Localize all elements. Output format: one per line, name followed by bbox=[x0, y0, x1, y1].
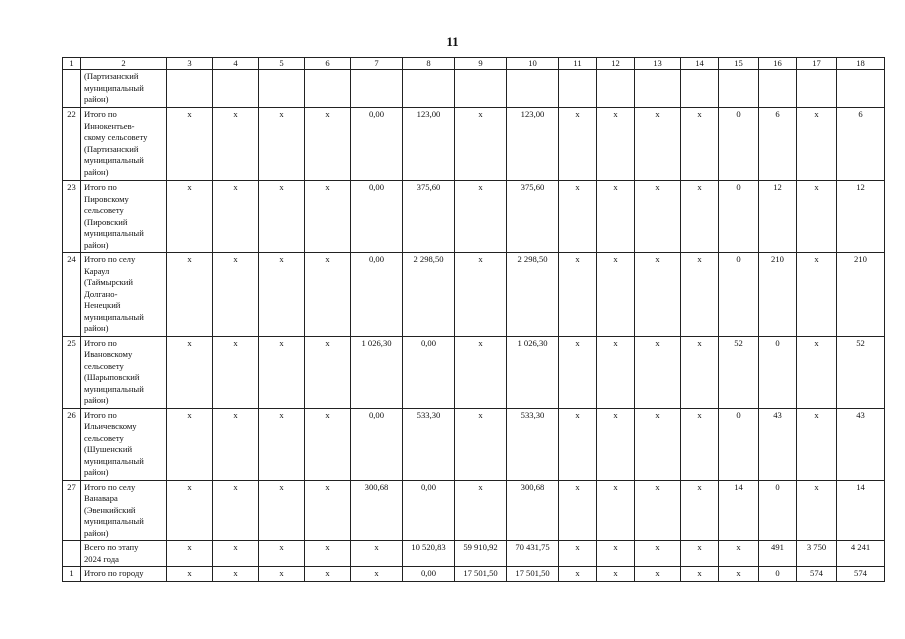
cell-col-15: 0 bbox=[719, 108, 759, 181]
row-number bbox=[63, 541, 81, 567]
cell-col-4: х bbox=[213, 567, 259, 582]
cell-col-4: х bbox=[213, 253, 259, 337]
row-number: 22 bbox=[63, 108, 81, 181]
cell-col-8: 10 520,83 bbox=[403, 541, 455, 567]
column-number-11: 11 bbox=[559, 58, 597, 70]
report-table-body bbox=[63, 58, 885, 582]
column-number-14: 14 bbox=[681, 58, 719, 70]
row-name-cell bbox=[81, 181, 167, 253]
row-name-cell bbox=[81, 408, 167, 480]
cell-col-18: 43 bbox=[837, 408, 885, 480]
cell-col-13: х bbox=[635, 567, 681, 582]
cell-col-7: 0,00 bbox=[351, 253, 403, 337]
cell-col-11: х bbox=[559, 253, 597, 337]
column-number-4: 4 bbox=[213, 58, 259, 70]
cell-col-18: 14 bbox=[837, 480, 885, 541]
cell-col-18: 6 bbox=[837, 108, 885, 181]
cell-col-13: х bbox=[635, 108, 681, 181]
row-name-cell bbox=[81, 70, 167, 108]
table-row bbox=[63, 567, 885, 582]
row-number: 27 bbox=[63, 480, 81, 541]
cell-col-16: 210 bbox=[759, 253, 797, 337]
cell-col-10: 1 026,30 bbox=[507, 336, 559, 408]
cell-col-7: х bbox=[351, 541, 403, 567]
row-name: Итого по Иннокентьев- скому сельсовету (Партизанский муниципальный район) bbox=[84, 109, 148, 177]
cell-col-9: 17 501,50 bbox=[455, 567, 507, 582]
cell-col-10 bbox=[507, 70, 559, 108]
cell-col-5: х bbox=[259, 480, 305, 541]
cell-col-14: х bbox=[681, 567, 719, 582]
cell-col-10: 70 431,75 bbox=[507, 541, 559, 567]
cell-col-11: х bbox=[559, 108, 597, 181]
cell-col-3: х bbox=[167, 541, 213, 567]
row-name: (Партизанский муниципальный район) bbox=[84, 71, 144, 104]
cell-col-12: х bbox=[597, 567, 635, 582]
cell-col-14: х bbox=[681, 480, 719, 541]
row-name: Итого по Ильичевскому сельсовету (Шушенский муниципальный район) bbox=[84, 409, 144, 477]
column-number-9: 9 bbox=[455, 58, 507, 70]
cell-col-3: х bbox=[167, 480, 213, 541]
cell-col-13: х bbox=[635, 336, 681, 408]
column-number-16: 16 bbox=[759, 58, 797, 70]
cell-col-6: х bbox=[305, 108, 351, 181]
cell-col-8 bbox=[403, 70, 455, 108]
column-number-12: 12 bbox=[597, 58, 635, 70]
cell-col-14 bbox=[681, 70, 719, 108]
cell-col-9 bbox=[455, 70, 507, 108]
table-row bbox=[63, 336, 885, 408]
cell-col-3 bbox=[167, 70, 213, 108]
cell-col-7: х bbox=[351, 567, 403, 582]
cell-col-4: х bbox=[213, 336, 259, 408]
cell-col-9: х bbox=[455, 408, 507, 480]
cell-col-11: х bbox=[559, 408, 597, 480]
cell-col-15: х bbox=[719, 541, 759, 567]
column-number-1: 1 bbox=[63, 58, 81, 70]
cell-col-8: 533,30 bbox=[403, 408, 455, 480]
row-name: Итого по селу Караул (Таймырский Долгано- Ненецкий муниципальный район) bbox=[84, 254, 144, 333]
table-row bbox=[63, 108, 885, 181]
cell-col-16: 0 bbox=[759, 336, 797, 408]
cell-col-7: 0,00 bbox=[351, 181, 403, 253]
column-number-6: 6 bbox=[305, 58, 351, 70]
column-number-5: 5 bbox=[259, 58, 305, 70]
table-row bbox=[63, 541, 885, 567]
cell-col-4: х bbox=[213, 541, 259, 567]
column-number-row bbox=[63, 58, 885, 70]
cell-col-14: х bbox=[681, 336, 719, 408]
cell-col-18 bbox=[837, 70, 885, 108]
cell-col-7 bbox=[351, 70, 403, 108]
cell-col-12: х bbox=[597, 181, 635, 253]
row-name: Итого по Ивановскому сельсовету (Шарыповский муниципальный район) bbox=[84, 337, 144, 405]
row-number: 1 bbox=[63, 567, 81, 582]
cell-col-12: х bbox=[597, 480, 635, 541]
cell-col-17 bbox=[797, 70, 837, 108]
cell-col-14: х bbox=[681, 253, 719, 337]
row-number: 26 bbox=[63, 408, 81, 480]
cell-col-5: х bbox=[259, 181, 305, 253]
cell-col-3: х bbox=[167, 567, 213, 582]
column-number-3: 3 bbox=[167, 58, 213, 70]
cell-col-10: 300,68 bbox=[507, 480, 559, 541]
cell-col-18: 12 bbox=[837, 181, 885, 253]
column-number-7: 7 bbox=[351, 58, 403, 70]
cell-col-4: х bbox=[213, 480, 259, 541]
cell-col-7: 300,68 bbox=[351, 480, 403, 541]
row-number: 24 bbox=[63, 253, 81, 337]
row-name-cell bbox=[81, 108, 167, 181]
cell-col-17: х bbox=[797, 408, 837, 480]
column-number-2: 2 bbox=[81, 58, 167, 70]
cell-col-3: х bbox=[167, 253, 213, 337]
table-row bbox=[63, 480, 885, 541]
cell-col-4 bbox=[213, 70, 259, 108]
cell-col-15: 0 bbox=[719, 181, 759, 253]
cell-col-12: х bbox=[597, 253, 635, 337]
cell-col-18: 574 bbox=[837, 567, 885, 582]
cell-col-3: х bbox=[167, 408, 213, 480]
cell-col-5: х bbox=[259, 253, 305, 337]
row-name-cell bbox=[81, 567, 167, 582]
cell-col-13: х bbox=[635, 541, 681, 567]
cell-col-12: х bbox=[597, 336, 635, 408]
cell-col-13 bbox=[635, 70, 681, 108]
cell-col-6: х bbox=[305, 253, 351, 337]
row-name-cell bbox=[81, 336, 167, 408]
cell-col-10: 533,30 bbox=[507, 408, 559, 480]
row-number: 23 bbox=[63, 181, 81, 253]
cell-col-8: 375,60 bbox=[403, 181, 455, 253]
cell-col-9: х bbox=[455, 480, 507, 541]
cell-col-8: 2 298,50 bbox=[403, 253, 455, 337]
row-name: Всего по этапу 2024 года bbox=[84, 542, 139, 564]
cell-col-10: 17 501,50 bbox=[507, 567, 559, 582]
cell-col-9: х bbox=[455, 181, 507, 253]
cell-col-16: 12 bbox=[759, 181, 797, 253]
row-name: Итого по селу Ванавара (Эвенкийский муниципальный район) bbox=[84, 481, 144, 538]
cell-col-14: х bbox=[681, 181, 719, 253]
cell-col-6 bbox=[305, 70, 351, 108]
table-row bbox=[63, 181, 885, 253]
cell-col-6: х bbox=[305, 336, 351, 408]
cell-col-12: х bbox=[597, 408, 635, 480]
row-name: Итого по Пировскому сельсовету (Пировский муниципальный район) bbox=[84, 182, 144, 250]
cell-col-6: х bbox=[305, 541, 351, 567]
row-name-cell bbox=[81, 541, 167, 567]
cell-col-7: 1 026,30 bbox=[351, 336, 403, 408]
cell-col-11: х bbox=[559, 181, 597, 253]
column-number-15: 15 bbox=[719, 58, 759, 70]
cell-col-11 bbox=[559, 70, 597, 108]
cell-col-6: х bbox=[305, 480, 351, 541]
cell-col-15: 52 bbox=[719, 336, 759, 408]
table-row bbox=[63, 408, 885, 480]
cell-col-7: 0,00 bbox=[351, 408, 403, 480]
cell-col-15 bbox=[719, 70, 759, 108]
cell-col-15: 0 bbox=[719, 253, 759, 337]
cell-col-13: х bbox=[635, 408, 681, 480]
cell-col-11: х bbox=[559, 541, 597, 567]
column-number-8: 8 bbox=[403, 58, 455, 70]
cell-col-5: х bbox=[259, 108, 305, 181]
column-number-18: 18 bbox=[837, 58, 885, 70]
cell-col-6: х bbox=[305, 181, 351, 253]
cell-col-17: х bbox=[797, 253, 837, 337]
cell-col-14: х bbox=[681, 108, 719, 181]
cell-col-14: х bbox=[681, 408, 719, 480]
cell-col-18: 4 241 bbox=[837, 541, 885, 567]
cell-col-17: 574 bbox=[797, 567, 837, 582]
cell-col-5: х bbox=[259, 541, 305, 567]
cell-col-11: х bbox=[559, 336, 597, 408]
cell-col-11: х bbox=[559, 480, 597, 541]
cell-col-8: 0,00 bbox=[403, 567, 455, 582]
column-number-13: 13 bbox=[635, 58, 681, 70]
column-number-17: 17 bbox=[797, 58, 837, 70]
cell-col-12: х bbox=[597, 108, 635, 181]
cell-col-3: х bbox=[167, 336, 213, 408]
cell-col-9: х bbox=[455, 253, 507, 337]
table-row bbox=[63, 70, 885, 108]
cell-col-13: х bbox=[635, 253, 681, 337]
cell-col-17: х bbox=[797, 336, 837, 408]
row-number bbox=[63, 70, 81, 108]
cell-col-9: х bbox=[455, 336, 507, 408]
cell-col-8: 0,00 bbox=[403, 480, 455, 541]
cell-col-6: х bbox=[305, 567, 351, 582]
cell-col-11: х bbox=[559, 567, 597, 582]
cell-col-4: х bbox=[213, 108, 259, 181]
report-table bbox=[62, 57, 885, 582]
cell-col-13: х bbox=[635, 480, 681, 541]
cell-col-7: 0,00 bbox=[351, 108, 403, 181]
cell-col-5: х bbox=[259, 567, 305, 582]
cell-col-9: 59 910,92 bbox=[455, 541, 507, 567]
cell-col-15: 0 bbox=[719, 408, 759, 480]
cell-col-12: х bbox=[597, 541, 635, 567]
row-name: Итого по городу bbox=[84, 568, 144, 578]
cell-col-17: х bbox=[797, 181, 837, 253]
cell-col-12 bbox=[597, 70, 635, 108]
cell-col-10: 2 298,50 bbox=[507, 253, 559, 337]
cell-col-16 bbox=[759, 70, 797, 108]
cell-col-5: х bbox=[259, 336, 305, 408]
cell-col-18: 210 bbox=[837, 253, 885, 337]
cell-col-5 bbox=[259, 70, 305, 108]
row-name-cell bbox=[81, 253, 167, 337]
cell-col-10: 375,60 bbox=[507, 181, 559, 253]
cell-col-16: 0 bbox=[759, 567, 797, 582]
cell-col-6: х bbox=[305, 408, 351, 480]
cell-col-17: х bbox=[797, 108, 837, 181]
cell-col-4: х bbox=[213, 181, 259, 253]
table-row bbox=[63, 253, 885, 337]
cell-col-16: 0 bbox=[759, 480, 797, 541]
cell-col-17: 3 750 bbox=[797, 541, 837, 567]
page-number: 11 bbox=[446, 34, 459, 49]
cell-col-3: х bbox=[167, 108, 213, 181]
cell-col-8: 123,00 bbox=[403, 108, 455, 181]
cell-col-13: х bbox=[635, 181, 681, 253]
cell-col-8: 0,00 bbox=[403, 336, 455, 408]
cell-col-17: х bbox=[797, 480, 837, 541]
cell-col-15: х bbox=[719, 567, 759, 582]
cell-col-16: 43 bbox=[759, 408, 797, 480]
cell-col-5: х bbox=[259, 408, 305, 480]
row-number: 25 bbox=[63, 336, 81, 408]
column-number-10: 10 bbox=[507, 58, 559, 70]
cell-col-16: 6 bbox=[759, 108, 797, 181]
cell-col-9: х bbox=[455, 108, 507, 181]
cell-col-14: х bbox=[681, 541, 719, 567]
cell-col-18: 52 bbox=[837, 336, 885, 408]
cell-col-15: 14 bbox=[719, 480, 759, 541]
cell-col-4: х bbox=[213, 408, 259, 480]
cell-col-16: 491 bbox=[759, 541, 797, 567]
cell-col-3: х bbox=[167, 181, 213, 253]
cell-col-10: 123,00 bbox=[507, 108, 559, 181]
row-name-cell bbox=[81, 480, 167, 541]
